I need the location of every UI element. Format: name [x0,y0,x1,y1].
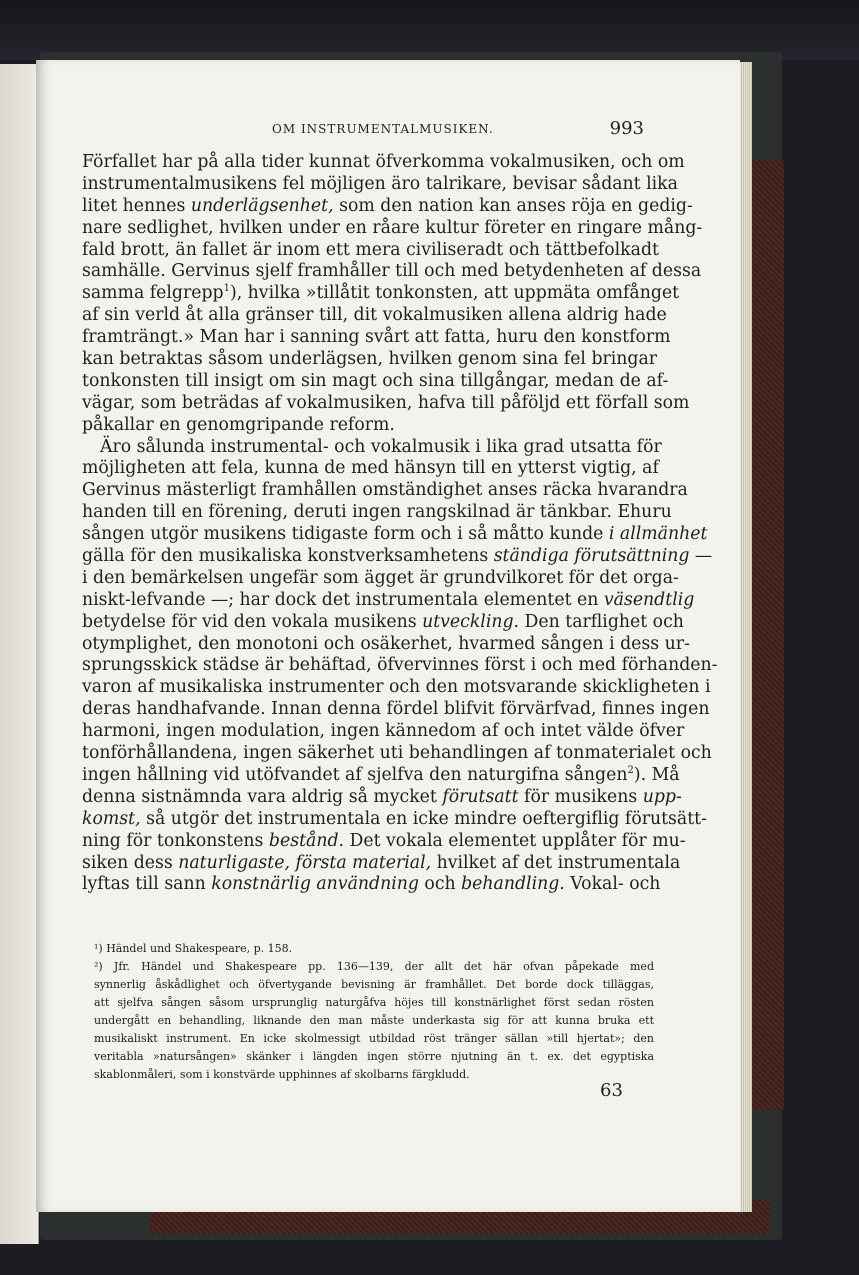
italic-run: naturligaste, första material, [178,852,432,873]
text-run: ingen hållning vid utöfvandet af sjelfva den naturgifna sången [82,764,628,785]
text-run: betydelse för vid den vokala musikens [82,611,423,632]
text-line [82,874,661,896]
italic-run: ständiga förutsättning [493,546,690,567]
footnote-line: undergått en behandling, liknande den man måste underkasta sig för att kunna bruka ett [94,1014,654,1027]
text-line: möjligheten att fela, kunna de med hänsyn till en ytterst vigtig, af [82,458,659,479]
text-run: ning för tonkonstens [82,830,269,851]
text-run: sången utgör musikens tidigaste form och i så måtto kunde [82,524,609,545]
text-line [82,589,695,612]
text-line: varon af musikaliska instrumenter och den motsvarande skickligheten i [82,677,711,698]
italic-run: underlägsenhet, [190,195,334,216]
footnote-line: veritabla »natursången» skänker i längden ingen större njutning än t. ex. det egyptiska [94,1050,654,1063]
text-run: hvilket af det instrumentala [431,852,681,873]
page-number: 993 [609,118,644,139]
text-run: ). Må [633,764,680,785]
text-run: Den tarflighet och [519,611,684,632]
text-line [82,524,708,546]
text-line: fald brott, än fallet är inom ett mera civiliseradt och tättbefolkadt [82,239,659,260]
text-line [82,546,713,568]
text-run: och [418,874,462,895]
text-line: sprungsskick städse är behäftad, öfvervinnes först i och med förhanden- [82,655,718,676]
footnotes [94,940,654,1084]
page-header [82,118,644,142]
footnote-line: synnerlig åskådlighet och öfvertygande bevisning är framhållet. Det borde dock tilläggas, [94,978,654,991]
backdrop [0,0,859,60]
text-line [82,195,693,218]
footnote-line: skablonmåleri, som i konstvärde upphinnes af skolbarns färgkludd. [94,1068,470,1081]
text-line: nare sedlighet, hvilken under en råare kultur företer en ringare mång- [82,217,703,238]
italic-run: komst, [82,808,141,829]
text-run: — [689,546,713,567]
text-line: påkallar en genomgripande reform. [82,414,395,435]
italic-run: i allmänhet [608,524,708,545]
text-line: af sin verld åt alla gränser till, dit vokalmusiken allena aldrig hade [82,305,667,326]
text-run: denna sistnämnda vara aldrig så mycket [82,786,443,807]
text-line [82,830,686,853]
italic-run: behandling. [461,874,565,895]
text-run: samma felgrepp [82,283,224,304]
text-line: harmoni, ingen modulation, ingen kännedom af och intet välde öfver [82,721,685,742]
text-line [82,852,681,875]
text-run: Vokal- och [564,874,661,895]
left-page-edge [0,64,39,1244]
text-line [82,786,682,809]
text-line [82,283,680,305]
text-run: gälla för den musikaliska konstverksamhetens [82,546,494,567]
running-head: OM INSTRUMENTALMUSIKEN. [272,122,494,136]
italic-run: bestånd. [268,830,345,851]
text-line: deras handhafvande. Innan denna fördel blifvit förvärfvad, finnes ingen [82,699,710,720]
text-run: litet hennes [82,195,191,216]
italic-run: förutsatt [442,786,519,807]
signature-mark: 63 [600,1080,623,1101]
italic-run: utveckling. [422,611,520,632]
text-run: för musikens [518,786,643,807]
text-line: samhälle. Gervinus sjelf framhåller till och med betydenheten af dessa [82,261,702,282]
body-text [82,152,718,896]
footnote-line: ²) Jfr. Händel und Shakespeare pp. 136—139, der allt det här ofvan påpekade med [94,960,654,973]
italic-run: upp- [642,786,682,807]
text-line [82,611,684,634]
text-line: Gervinus mästerligt framhållen omständighet anses räcka hvarandra [82,480,688,501]
text-run: som den nation kan anses röja en gedig- [333,195,693,216]
text-line [82,764,680,787]
footnote-line: ¹) Händel und Shakespeare, p. 158. [94,942,293,955]
text-line: otymplighet, den monotoni och osäkerhet, hvarmed sången i dess ur- [82,633,690,654]
text-line: kan betraktas såsom underlägsen, hvilken genom sina fel bringar [82,349,658,370]
book-cover-edge [748,160,784,1110]
text-line: framträngt.» Man har i sanning svårt att fatta, huru den konstform [82,327,671,348]
text-run: Det vokala elementet upplåter för mu- [344,830,686,851]
italic-run: väsendtlig [603,589,695,610]
text-line: tonkonsten till insigt om sin magt och sina tillgångar, medan de af- [82,370,669,391]
text-run: så utgör det instrumentala en icke mindre oeftergiflig förutsätt- [140,808,707,829]
text-line: instrumentalmusikens fel möjligen äro talrikare, bevisar sådant lika [82,173,678,194]
italic-run: konstnärlig användning [211,874,419,895]
text-line: i den bemärkelsen ungefär som ägget är grundvilkoret för det orga- [82,567,679,588]
text-run: lyftas till sann [82,874,212,895]
text-line [82,808,707,831]
text-run: niskt-lefvande —; har dock det instrumentala elementet en [82,589,604,610]
text-run: ), hvilka »tillåtit tonkonsten, att uppmäta omfånget [229,283,680,304]
text-line: vägar, som beträdas af vokalmusiken, hafva till påföljd ett förfall som [82,392,690,413]
text-line: Förfallet har på alla tider kunnat öfverkomma vokalmusiken, och om [82,152,685,172]
text-run: siken dess [82,852,179,873]
footnote-line: att sjelfva sången såsom ursprunglig naturgåfva höjes till konstnärlighet först sedan rösten [94,996,654,1009]
text-line: handen till en förening, deruti ingen rangskilnad är tänkbar. Ehuru [82,502,672,523]
footnote-line: musikaliskt instrument. En icke skolmessigt utbildad röst tränger sällan »till hjertat»; den [94,1032,654,1045]
text-line: Äro sålunda instrumental- och vokalmusik i lika grad utsatta för [100,436,662,457]
text-line: tonförhållandena, ingen säkerhet uti behandlingen af tonmaterialet och [82,743,712,764]
footnote-marker: 2 [627,765,634,777]
footnote-marker: 1 [223,283,230,295]
